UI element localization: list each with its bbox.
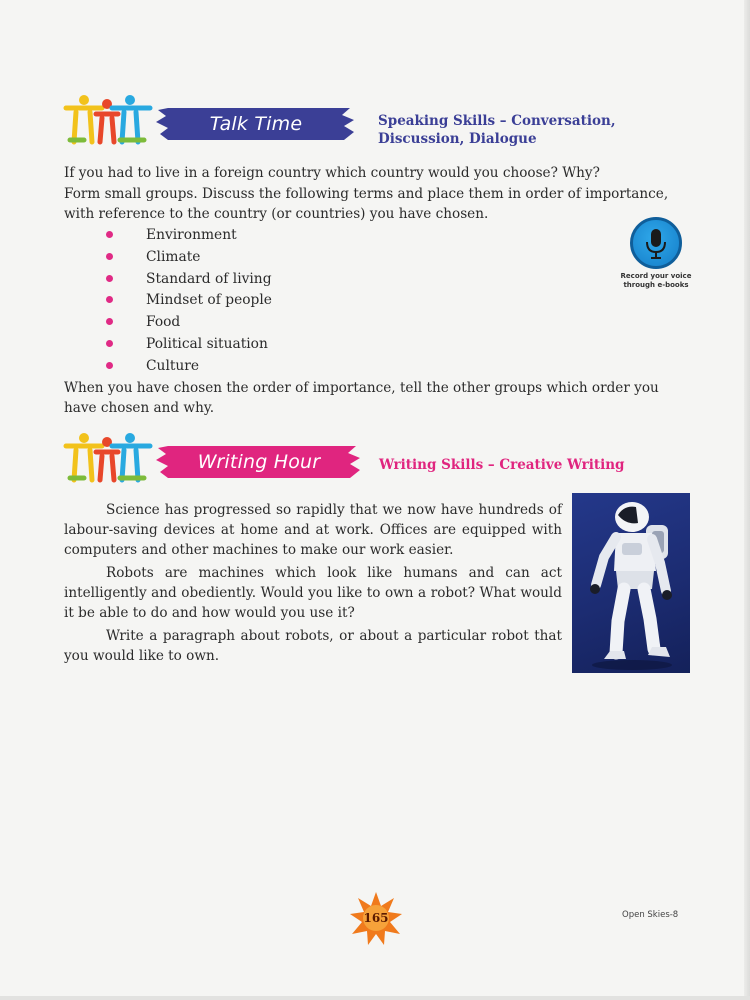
writing-skills-title: Writing Skills – Creative Writing (379, 457, 625, 473)
terms-list (106, 225, 272, 378)
list-item: Culture (106, 356, 272, 378)
book-title: Open Skies-8 (622, 910, 679, 920)
talk-time-label: Talk Time (209, 113, 303, 135)
writing-hour-label: Writing Hour (197, 451, 321, 473)
writing-body (64, 500, 562, 666)
list-item: Standard of living (106, 269, 272, 291)
list-item: Food (106, 312, 272, 334)
talk-closing: When you have chosen the order of importance, tell the other groups which order you have chosen and why. (64, 380, 659, 416)
robot-image (572, 493, 690, 673)
writing-paragraph: Robots are machines which look like humans and can act intelligently and obediently. Would you like to own a robot? What would it be able to do and how would you use it? (64, 565, 562, 621)
writing-paragraph: Science has progressed so rapidly that we now have hundreds of labour-saving devices at home and at work. Offices are equipped with computers and other machines to make our work easier. (64, 502, 562, 558)
list-item: Climate (106, 247, 272, 269)
page-edge (744, 0, 750, 1000)
page-number-badge (348, 890, 404, 946)
speaking-skills-title: Speaking Skills – Conversation, Discussion, Dialogue (378, 113, 616, 147)
record-voice-button[interactable] (608, 217, 704, 290)
people-icon (62, 94, 154, 146)
record-caption-line1: Record your voice (620, 272, 692, 280)
page-number: 165 (363, 911, 389, 925)
page-edge-bottom (0, 996, 750, 1000)
writing-paragraph: Write a paragraph about robots, or about a particular robot that you would like to own. (64, 628, 562, 664)
talk-time-banner (154, 106, 358, 142)
people-icon (62, 432, 154, 484)
record-caption-line2: through e-books (623, 281, 689, 289)
list-item: Mindset of people (106, 290, 272, 312)
talk-instructions: Form small groups. Discuss the following terms and place them in order of importance, with reference to the country (or countries) you have chosen. (64, 186, 669, 222)
talk-question: If you had to live in a foreign country which country would you choose? Why? (64, 165, 600, 181)
microphone-icon (630, 217, 682, 269)
list-item: Political situation (106, 334, 272, 356)
list-item: Environment (106, 225, 272, 247)
writing-hour-banner (154, 444, 364, 480)
